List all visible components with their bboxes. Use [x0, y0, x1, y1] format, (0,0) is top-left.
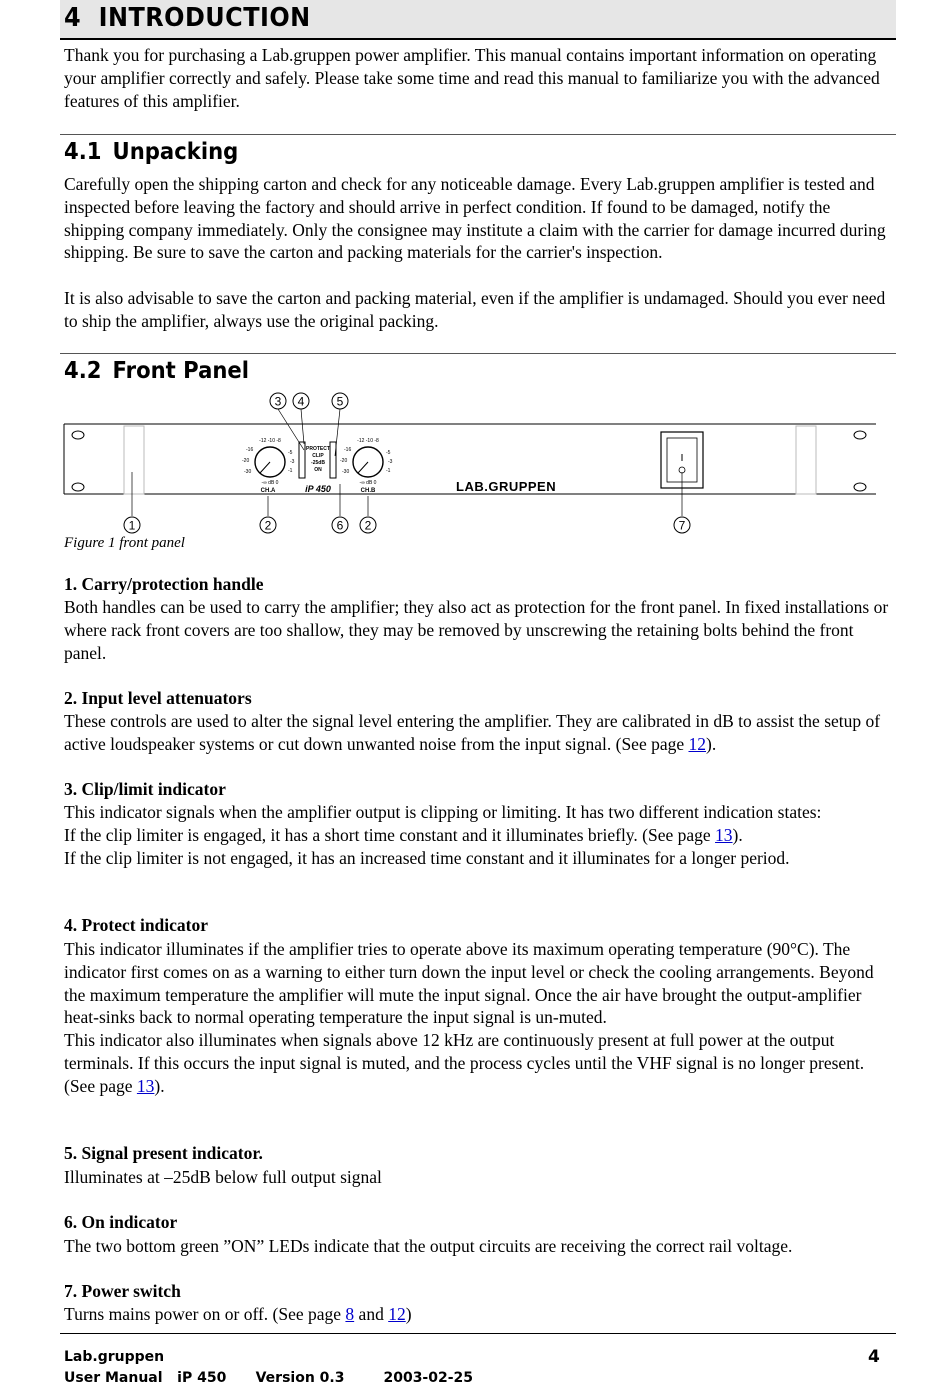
item-text-carry-handle: Both handles can be used to carry the amplifier; they also act as protection for the front panel. In fixed installations or where rack front covers are too shallow, they may be removed by unscrewing the retaining bolts behind the front panel. [64, 597, 889, 663]
svg-text:-30: -30 [244, 469, 252, 475]
left-handle [124, 426, 144, 494]
svg-text:-1: -1 [288, 468, 293, 474]
section-number: 4.1 [64, 139, 102, 165]
svg-text:2: 2 [264, 518, 272, 533]
footer-brand: Lab.gruppen [64, 1349, 165, 1365]
callout-2 [360, 517, 376, 533]
callout-3 [270, 393, 286, 409]
figure-caption: Figure 1 front panel [64, 535, 185, 551]
svg-text:-5: -5 [288, 450, 293, 456]
svg-text:-∞ dB 0: -∞ dB 0 [261, 480, 279, 486]
callout-2 [260, 517, 276, 533]
input-attenuator-dial-a [242, 438, 295, 494]
unpacking-paragraph-2: It is also advisable to save the carton and packing material, even if the amplifier is undamaged. Should you ever need to ship the amplifier, always use the original packing. [64, 288, 886, 331]
svg-text:CH.A: CH.A [260, 488, 276, 494]
unpacking-paragraph-1: Carefully open the shipping carton and check for any noticeable damage. Every Lab.gruppen amplifier is tested and inspected before leaving the factory and should arrive in perfect condition. If found to be damaged, notify the shipping company immediately. Only the consignee may institute a claim with the carrier for damage incurred during shipping. Be sure to save the carton and packing materials for the carrier's inspection. [64, 174, 886, 263]
svg-text:-3: -3 [290, 459, 295, 465]
item-text-input-attenuators: These controls are used to alter the signal level entering the amplifier. They are calibrated in dB to assist the setup of active loudspeaker systems or cut down unwanted noise from the input signal. (See page 12). [64, 711, 881, 754]
svg-text:-30: -30 [342, 469, 350, 475]
page-number: 4 [868, 1347, 880, 1367]
section-title: Front Panel [112, 358, 250, 384]
section-number: 4.2 [64, 358, 102, 384]
svg-text:6: 6 [336, 518, 344, 533]
input-attenuator-dial-b [340, 438, 393, 494]
footer-manual-line: User Manual iP 450 Version 0.3 2003-02-25 [64, 1370, 474, 1386]
footer-rule [60, 1333, 896, 1334]
item-text-clip-indicator: This indicator signals when the amplifier output is clipping or limiting. It has two different indication states: If the clip limiter is engaged, it has a short time constant and it illuminates briefly. (See page 13). If the clip limiter is not engaged, it has an increased time constant and it illuminates for a longer period. [64, 802, 822, 868]
item-title-protect-indicator: 4. Protect indicator [64, 915, 209, 935]
svg-text:1: 1 [128, 518, 136, 533]
chapter-title: INTRODUCTION [98, 3, 311, 33]
svg-text:-25dB: -25dB [311, 460, 325, 466]
svg-text:7: 7 [678, 518, 686, 533]
callout-7 [674, 517, 690, 533]
item-text-power-switch: Turns mains power on or off. (See page 8 and 12) [64, 1304, 412, 1324]
section-heading-front-panel [64, 358, 249, 384]
item-title-signal-indicator: 5. Signal present indicator. [64, 1143, 263, 1163]
callout-4 [293, 393, 309, 409]
intro-paragraph: Thank you for purchasing a Lab.gruppen power amplifier. This manual contains important information on operating your amplifier correctly and safely. Please take some time and read this manual to familiarize you with the advanced features of this amplifier. [64, 45, 880, 111]
svg-text:CLIP: CLIP [312, 453, 324, 459]
page-link[interactable]: 12 [688, 733, 706, 754]
front-panel-figure [60, 388, 890, 538]
section-heading-unpacking [64, 139, 238, 165]
item-title-carry-handle: 1. Carry/protection handle [64, 574, 264, 594]
indicator-leds [299, 442, 336, 494]
item-text-signal-indicator: Illuminates at –25dB below full output signal [64, 1167, 382, 1187]
item-title-on-indicator: 6. On indicator [64, 1212, 178, 1232]
page-link[interactable]: 13 [715, 824, 733, 845]
amplifier-front-panel [64, 424, 876, 494]
svg-text:-16: -16 [344, 447, 352, 453]
section-divider [60, 134, 896, 135]
brand-logo: LAB.GRUPPEN [456, 479, 557, 494]
chapter-number: 4 [64, 3, 82, 33]
chapter-heading [64, 3, 311, 33]
svg-text:PROTECT: PROTECT [306, 446, 330, 452]
svg-text:5: 5 [336, 394, 344, 409]
svg-text:-12 -10 -8: -12 -10 -8 [259, 438, 281, 444]
svg-text:-20: -20 [242, 458, 250, 464]
svg-text:-1: -1 [386, 468, 391, 474]
callout-1 [124, 517, 140, 533]
page-link[interactable]: 12 [388, 1304, 406, 1324]
svg-text:ON: ON [314, 467, 322, 473]
svg-text:2: 2 [364, 518, 372, 533]
section-title: Unpacking [112, 139, 239, 165]
item-text-on-indicator: The two bottom green ”ON” LEDs indicate that the output circuits are receiving the correct rail voltage. [64, 1236, 793, 1256]
item-title-input-attenuators: 2. Input level attenuators [64, 688, 252, 708]
item-title-power-switch: 7. Power switch [64, 1281, 181, 1301]
page-link[interactable]: 13 [136, 1075, 155, 1096]
item-title-clip-indicator: 3. Clip/limit indicator [64, 779, 226, 799]
svg-text:iP 450: iP 450 [305, 484, 331, 494]
svg-text:3: 3 [274, 394, 282, 409]
section-divider [60, 353, 896, 354]
svg-text:-16: -16 [246, 447, 254, 453]
item-text-protect-indicator: This indicator illuminates if the amplifier tries to operate above its maximum operating temperature (90°C). The indicator first comes on as a warning to either turn down the input level or check the cooling arrangements. Beyond the maximum temperature the amplifier will mute the input signal. Once the air have brought the output-amplifier heat-sinks back to normal operating temperature the input signal is un-muted. This indicator also illuminates when signals above 12 kHz are continuously present at full power at the output terminals. If this occurs the input signal is muted, and the process cycles until the VHF signal is no longer present. (See page 13). [64, 939, 874, 1096]
svg-text:-12 -10 -8: -12 -10 -8 [357, 438, 379, 444]
svg-text:4: 4 [297, 394, 305, 409]
page-link[interactable]: 8 [345, 1304, 355, 1324]
callout-6 [332, 517, 348, 533]
svg-text:-3: -3 [388, 459, 393, 465]
right-handle [796, 426, 816, 494]
svg-text:-20: -20 [340, 458, 348, 464]
svg-text:CH.B: CH.B [360, 488, 376, 494]
callout-5 [332, 393, 348, 409]
svg-text:-∞ dB 0: -∞ dB 0 [359, 480, 377, 486]
svg-text:-5: -5 [386, 450, 391, 456]
